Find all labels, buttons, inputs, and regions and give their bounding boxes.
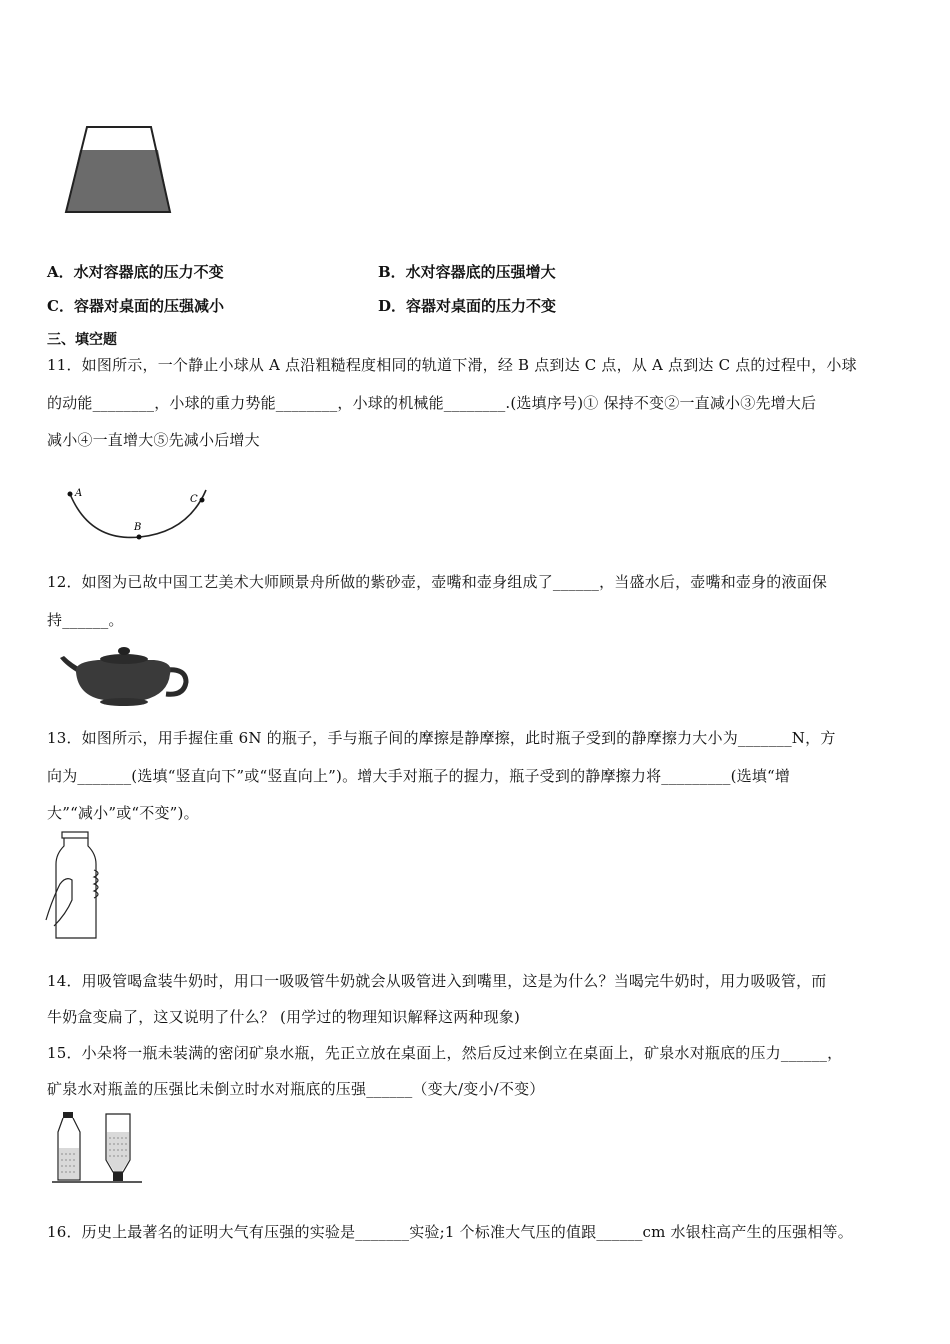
section-heading: 三、填空题 <box>47 332 117 348</box>
q13-line1: 13．如图所示，用手握住重 6N 的瓶子，手与瓶子间的摩擦是静摩擦，此时瓶子受到的静摩擦力大小为_______N，方 <box>47 729 836 747</box>
bottle-body <box>56 838 96 938</box>
container-figure <box>60 124 176 216</box>
teapot-lid <box>100 654 148 664</box>
q11-line2: 的动能________，小球的重力势能________，小球的机械能________.(选填序号)① 保持不变②一直减小③先增大后 <box>47 394 817 412</box>
q14-line2: 牛奶盒变扁了，这又说明了什么？ (用学过的物理知识解释这两种现象) <box>47 1008 521 1026</box>
option-b: B．水对容器底的压强增大 <box>378 263 556 281</box>
teapot-figure <box>58 644 194 708</box>
bottle-cap <box>62 832 88 838</box>
teapot-base <box>100 698 148 706</box>
inverted-bottle-cap <box>113 1172 123 1181</box>
q12-line2: 持______。 <box>47 611 124 629</box>
point-c-dot <box>200 498 205 503</box>
hand-outline <box>46 879 72 926</box>
upright-bottle-cap <box>63 1112 73 1118</box>
bottle-hand-figure <box>44 830 110 944</box>
point-b-dot <box>137 535 142 540</box>
label-a: A <box>75 488 83 499</box>
water-fill <box>66 150 170 212</box>
q15-line2: 矿泉水对瓶盖的压强比未倒立时水对瓶底的压强______（变大/变小/不变） <box>47 1080 545 1098</box>
track-figure <box>60 484 220 546</box>
q11-line3: 减小④一直增大⑤先减小后增大 <box>47 431 260 449</box>
option-a: A．水对容器底的压力不变 <box>47 263 224 281</box>
upright-bottle-water <box>59 1148 79 1179</box>
q13-line3: 大”“减小”或“不变”)。 <box>47 804 199 822</box>
label-b: B <box>134 522 142 533</box>
label-c: C <box>190 494 198 505</box>
teapot-body <box>76 660 171 700</box>
option-c: C．容器对桌面的压强减小 <box>47 297 224 315</box>
q14-line1: 14．用吸管喝盒装牛奶时，用口一吸吸管牛奶就会从吸管进入到嘴里，这是为什么？当喝完牛奶时，用力吸吸管，而 <box>47 972 827 990</box>
bottles-figure <box>50 1110 146 1186</box>
point-a-dot <box>68 492 73 497</box>
q13-line2: 向为_______(选填“竖直向下”或“竖直向上”)。增大手对瓶子的握力，瓶子受到的静摩擦力将_________(选填“增 <box>47 767 791 785</box>
q16-line1: 16．历史上最著名的证明大气有压强的实验是_______实验;1 个标准大气压的值跟______cm 水银柱高产生的压强相等。 <box>47 1223 853 1241</box>
q15-line1: 15．小朵将一瓶未装满的密闭矿泉水瓶，先正立放在桌面上，然后反过来倒立在桌面上，矿泉水对瓶底的压力______， <box>47 1044 843 1062</box>
teapot-knob <box>118 647 130 655</box>
q11-line1: 11．如图所示，一个静止小球从 A 点沿粗糙程度相同的轨道下滑，经 B 点到达 C 点，从 A 点到达 C 点的过程中，小球 <box>47 356 857 374</box>
option-d: D．容器对桌面的压力不变 <box>378 297 557 315</box>
q12-line1: 12．如图为已故中国工艺美术大师顾景舟所做的紫砂壶，壶嘴和壶身组成了______，当盛水后，壶嘴和壶身的液面保 <box>47 573 828 591</box>
